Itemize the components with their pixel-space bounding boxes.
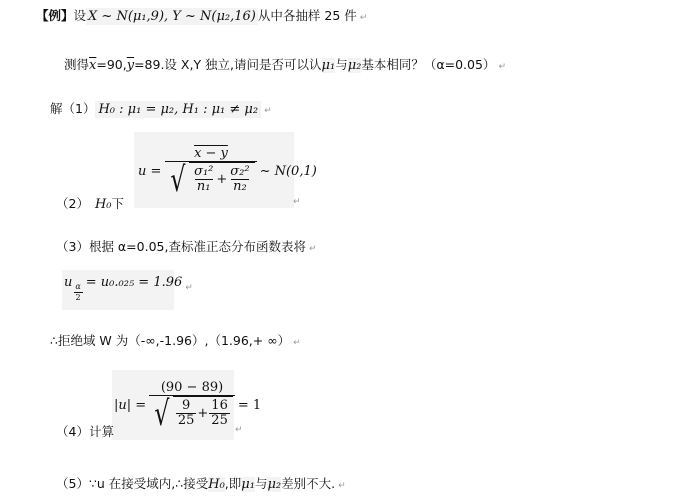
paragraph-mark: ↵	[264, 106, 272, 116]
example-line	[36, 6, 367, 24]
step2-label-line	[56, 194, 124, 212]
example-lead: 设	[73, 8, 87, 23]
step3-line	[56, 237, 317, 255]
critical-value-expression	[64, 275, 193, 302]
sigma1-squared: σ₁²	[194, 164, 214, 180]
n-y: 25	[211, 413, 228, 429]
measured-eq2: =89.设 X,Y 独立,请问是否可以认	[134, 57, 322, 72]
normal-distribution: ~ N(0,1)	[259, 163, 317, 179]
y-bar: $\overline{y}$	[126, 58, 135, 73]
var-x: 9	[181, 398, 191, 414]
x-bar: $\overline{x}$	[89, 58, 97, 73]
example-tail: 从中各抽样 25 件	[257, 8, 357, 23]
paragraph-mark: ↵	[293, 197, 301, 207]
paragraph-mark: ↵	[185, 283, 193, 293]
paragraph-mark: ↵	[338, 481, 346, 491]
plus-sign: +	[197, 405, 209, 421]
paragraph-mark: ↵	[293, 338, 301, 348]
step5-text-c: 与	[254, 476, 268, 491]
step2-suffix: 下	[111, 196, 125, 211]
paragraph-mark: ↵	[308, 244, 317, 254]
critical-value: = u₀.₀₂₅ = 1.96	[85, 275, 183, 290]
example-tag: 【例】	[36, 8, 74, 23]
alpha-symbol: α	[75, 282, 81, 291]
u-fraction	[165, 145, 256, 200]
u-symbol: u =	[138, 163, 162, 179]
rejection-line	[50, 331, 301, 349]
mu1-symbol: μ₁	[321, 58, 336, 73]
sqrt-sign: √ $\frac{\text{σ₁²}}{\text{n₁}}$ + $\frac{\text{σ₂²}}{\text{n₂}}$	[167, 162, 254, 195]
measured-eq1: =90,	[96, 57, 127, 72]
sigma2-squared: σ₂²	[230, 164, 250, 180]
step5-text-d: 差别不大.	[281, 476, 336, 491]
u-alpha-symbol: u	[64, 275, 73, 290]
n-x: 25	[177, 413, 195, 429]
step2-label: （2）	[56, 196, 89, 211]
plus-sign: +	[216, 171, 228, 187]
measured-text-b: 基本相同？（α=0.05）	[361, 57, 496, 72]
sqrt-sign: √ $\frac{9}{25}$ + $\frac{16}{25}$	[151, 396, 233, 429]
paragraph-mark: ↵	[235, 425, 243, 435]
step1-line	[50, 99, 272, 117]
step1-label: 解（1）	[50, 101, 96, 116]
measured-line	[64, 55, 506, 73]
paragraph-mark: ↵	[498, 62, 506, 72]
mu2-symbol: μ₂	[347, 58, 362, 73]
mu2-symbol: μ₂	[267, 477, 282, 492]
example-formula: X ~ N(μ₁,9), Y ~ N(μ₂,16)	[88, 9, 256, 24]
var-y: 16	[211, 398, 228, 414]
computation-denominator	[149, 393, 235, 434]
paragraph-mark: ↵	[359, 13, 368, 23]
measured-text-a: 测得	[64, 57, 90, 72]
h0-symbol: H₀	[94, 197, 112, 212]
step5-text-a: （5）∵u 在接受域内,∴接受	[56, 476, 209, 491]
alpha-over-two	[73, 283, 82, 302]
computation-numerator: (90 − 89)	[160, 379, 224, 395]
abs-u-symbol: |u| =	[114, 397, 147, 413]
step4-label-line	[56, 422, 114, 440]
u-numerator: x − y	[194, 145, 228, 161]
step4-label: （4）计算	[56, 424, 114, 439]
h0-symbol: H₀	[208, 477, 225, 492]
hypotheses-formula: H₀ : μ₁ = μ₂, H₁ : μ₁ ≠ μ₂	[95, 101, 261, 118]
mu1-symbol: μ₁	[241, 477, 255, 492]
computation-fraction	[149, 379, 235, 434]
step3-text: （3）根据 α=0.05,查标准正态分布函数表将	[56, 239, 306, 254]
n2: n₂	[233, 179, 247, 195]
rejection-region: ∴拒绝域 W 为（-∞,-1.96）,（1.96,+ ∞）	[50, 333, 291, 348]
step5-line	[56, 474, 346, 492]
n1: n₁	[196, 179, 211, 195]
u-denominator	[165, 159, 256, 200]
step5-text-b: ,即	[224, 476, 242, 491]
computed-u-value: = 1	[237, 397, 262, 413]
two-symbol: 2	[75, 292, 81, 302]
u-statistic-expression	[138, 135, 317, 207]
measured-and: 与	[335, 57, 348, 72]
